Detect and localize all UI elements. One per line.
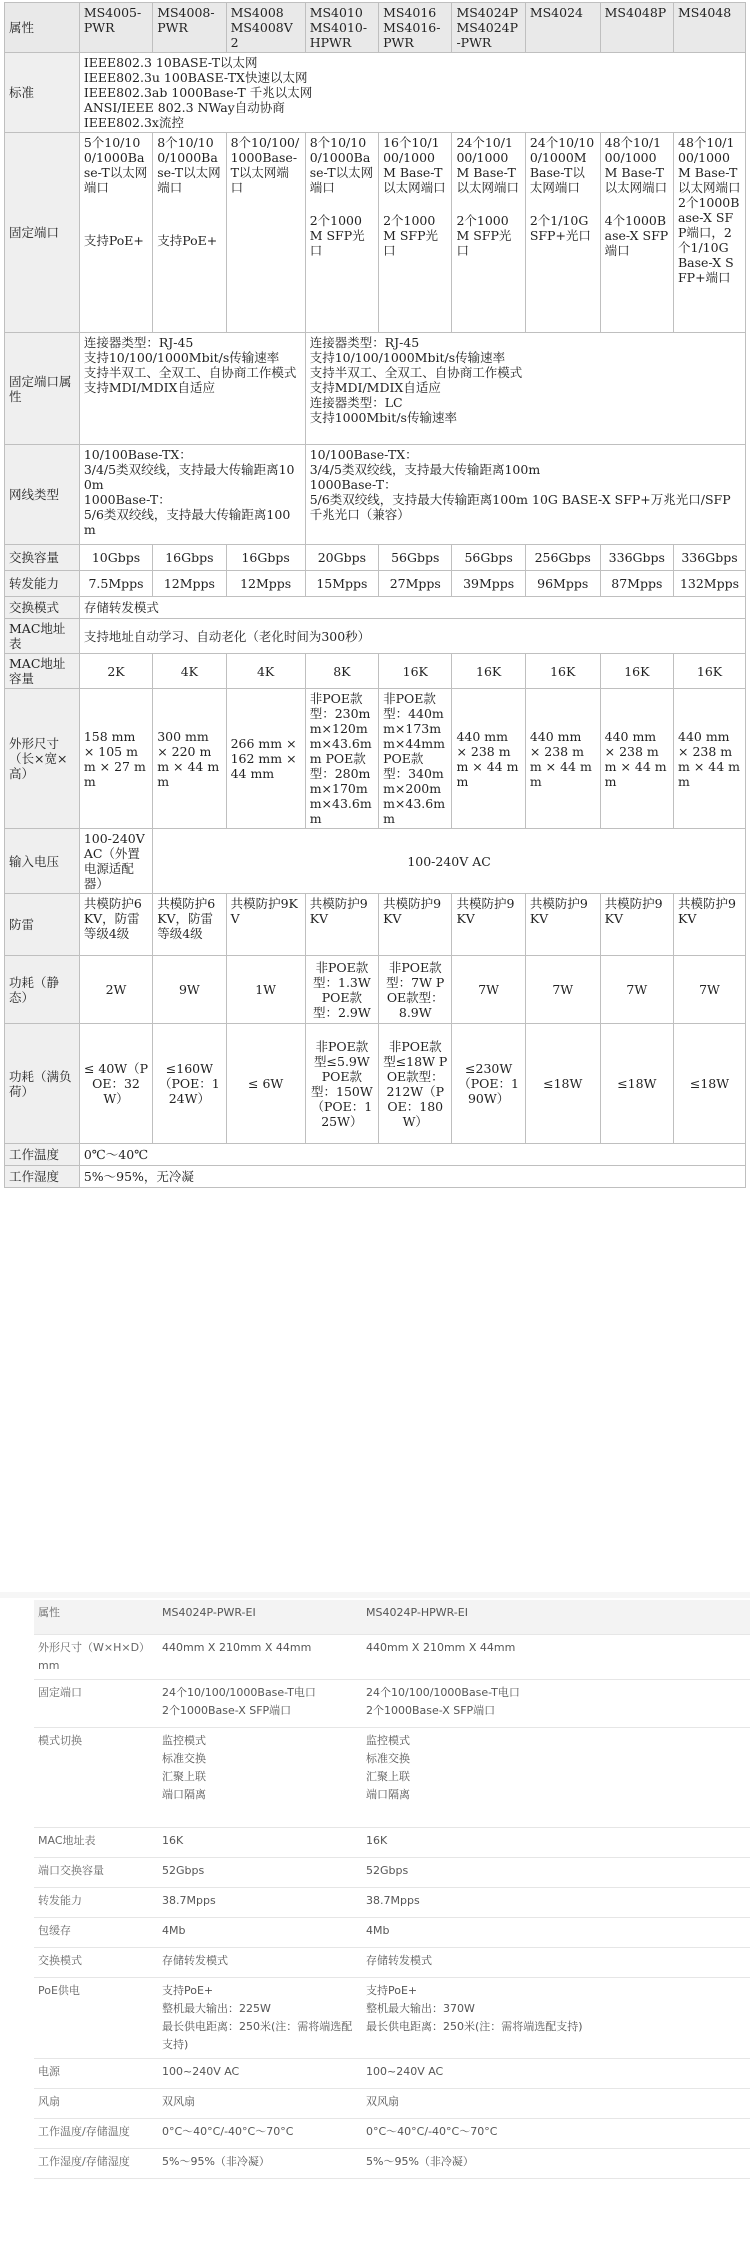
cell-line: 440mm X 210mm X 44mm [162,1640,312,1654]
power-full-cell: ≤230W（POE：190W） [452,1024,525,1144]
cell-line: 5%～95%（非冷凝） [162,2154,270,2168]
cell-line: 2个1000Base-X SFP端口 [162,1703,292,1717]
cell-line: 5%～95%（非冷凝） [366,2154,474,2168]
header-cell: MS4005-PWR [79,3,152,53]
ports-cell [226,133,305,333]
attr-line: 连接器类型：RJ-45 [309,335,420,350]
ei-value-pwr [158,1857,362,1887]
surge-cell: 共模防护6KV，防雷等级4级 [153,894,226,956]
capacity-cell: 256Gbps [525,545,600,571]
row-port-attr [5,333,746,445]
cell-line: 转发能力 [38,1893,82,1907]
voltage-cell: 100-240V AC [153,829,746,894]
ports-bottom: 4个1000Base-X SFP端口 [604,213,669,258]
cell-line: 模式切换 [38,1733,82,1747]
mac-cap-cell: 4K [226,654,305,689]
ports-top: 16个10/100/1000M Base-T以太网端口 [383,135,446,195]
cell-line: 端口隔离 [366,1787,410,1801]
forwarding-cell: 12Mpps [153,571,226,597]
row-label: 转发能力 [5,571,80,597]
power-idle-cell: 1W [226,956,305,1024]
row-label: 交换容量 [5,545,80,571]
ei-value-hpwr [362,2088,750,2118]
ports-bottom: 2个1000M SFP光口 [383,213,438,258]
cell-line: 监控模式 [162,1733,206,1747]
attr-line: 支持MDI/MDIX自适应 [309,380,441,395]
row-label: MAC地址表 [5,619,80,654]
voltage-cell: 100-240V AC（外置电源适配器） [79,829,152,894]
row-label: 标准 [5,53,80,133]
header-cell: 属性 [5,3,80,53]
attr-line: 支持10/100/1000Mbit/s传输速率 [83,350,280,365]
row-voltage [5,829,746,894]
standard-line: ANSI/IEEE 802.3 NWay自动协商 [83,100,285,115]
mac-cap-cell: 8K [305,654,378,689]
row-label: 输入电压 [5,829,80,894]
cell-line: 4Mb [162,1923,186,1937]
ei-value-hpwr [362,1947,750,1977]
dimension-cell: 440 mm × 238 mm × 44 mm [674,689,746,829]
ei-value-hpwr [362,1887,750,1917]
header-cell: MS4048P [600,3,673,53]
ei-value-hpwr [362,1727,750,1827]
row-forwarding [5,571,746,597]
cell-line: 100~240V AC [162,2064,240,2078]
ports-top: 5个10/100/1000Base-T以太网端口 [83,135,148,195]
cell-line: 固定端口 [38,1685,82,1699]
cable-left [79,445,305,545]
ports-top: 24个10/100/1000M Base-T以太网端口 [529,135,595,195]
row-label: MAC地址容量 [5,654,80,689]
attr-line: 支持半双工、全双工、自协商工作模式 [309,365,523,380]
power-full-cell: ≤18W [525,1024,600,1144]
row-label: 防雷 [5,894,80,956]
forwarding-cell: 7.5Mpps [79,571,152,597]
capacity-cell: 336Gbps [600,545,673,571]
cable-line: 1000Base-T： [83,492,171,507]
header-row [5,3,746,53]
row-cable [5,445,746,545]
forwarding-cell: 87Mpps [600,571,673,597]
ei-row-label [34,1857,158,1887]
mac-cap-cell: 16K [600,654,673,689]
surge-cell: 共模防护6KV，防雷等级4级 [79,894,152,956]
attr-line: 支持1000Mbit/s传输速率 [309,410,457,425]
header-cell-line: MS4008V2 [230,20,293,50]
header-cell [452,3,525,53]
capacity-cell: 10Gbps [79,545,152,571]
ei-value-pwr [158,1917,362,1947]
section-divider [0,1592,750,1598]
ports-cell [525,133,600,333]
header-cell-line: MS4010-HPWR [309,20,368,50]
header-cell: MS4024P-HPWR-EI [362,1600,750,1634]
cell-line: 2个1000Base-X SFP端口 [366,1703,496,1717]
cell-line: 16K [162,1833,184,1847]
ei-value-hpwr [362,1917,750,1947]
ports-bottom: 2个1/10G SFP+光口 [529,213,591,243]
ei-value-pwr [158,1679,362,1727]
ports-bottom: 支持PoE+ [157,233,218,248]
row-label: 工作温度 [5,1144,80,1166]
power-full-cell: ≤18W [600,1024,673,1144]
ei-row-label [34,2058,158,2088]
cell-line: 支持PoE+ [366,1983,418,1997]
header-cell-line: MS4024P-PWR [456,20,519,50]
attr-line: 连接器类型：RJ-45 [83,335,194,350]
cell-line: 包缓存 [38,1923,71,1937]
ports-bottom: 2个1000M SFP光口 [309,213,365,258]
cell-line: 440mm X 210mm X 44mm [366,1640,516,1654]
ei-value-pwr [158,1727,362,1827]
humidity-cell: 5%～95%，无冷凝 [79,1166,745,1188]
power-full-cell: ≤160W（POE：124W） [153,1024,226,1144]
ei-row-label [34,1727,158,1827]
ports-top: 48个10/100/1000M Base-T以太网端口 [604,135,668,195]
spec-table-main [4,2,746,1188]
forwarding-cell: 27Mpps [379,571,452,597]
cell-line: 存储转发模式 [162,1953,228,1967]
row-dimension [5,689,746,829]
ports-cell [674,133,746,333]
ports-cell [153,133,226,333]
temp-cell: 0℃～40℃ [79,1144,745,1166]
header-cell: 属性 [34,1600,158,1634]
header-cell-line: MS4024P [456,5,519,20]
cell-line: 双风扇 [162,2094,195,2108]
power-full-cell: ≤18W [674,1024,746,1144]
power-idle-cell: 7W [674,956,746,1024]
ei-row-label [34,1887,158,1917]
cell-line: 整机最大输出：225W [162,2001,271,2015]
dimension-cell: 158 mm × 105 mm × 27 mm [79,689,152,829]
ei-row [34,2118,750,2148]
cell-line: 工作湿度/存储湿度 [38,2154,130,2168]
mac-cap-cell: 16K [525,654,600,689]
surge-cell: 共模防护9KV [674,894,746,956]
row-temp [5,1144,746,1166]
attr-line: 连接器类型：LC [309,395,403,410]
power-full-cell: ≤ 6W [226,1024,305,1144]
ei-row-label [34,1634,158,1679]
cell-line: 4Mb [366,1923,390,1937]
ei-value-pwr [158,2088,362,2118]
capacity-cell: 56Gbps [452,545,525,571]
power-idle-cell: 7W [525,956,600,1024]
ei-row [34,1887,750,1917]
row-label: 工作湿度 [5,1166,80,1188]
surge-cell: 共模防护9KV [226,894,305,956]
ei-value-pwr [158,1977,362,2058]
capacity-cell: 16Gbps [153,545,226,571]
cable-line: 10/100Base-TX： [83,447,192,462]
dimension-cell: 266 mm × 162 mm × 44 mm [226,689,305,829]
ei-row [34,1977,750,2058]
row-power-idle [5,956,746,1024]
cell-line: 0°C～40°C/-40°C～70°C [366,2124,498,2138]
ports-cell [79,133,152,333]
spec-table-ei [34,1600,750,2179]
header-cell-line: MS4010 [309,5,363,20]
cell-line: 双风扇 [366,2094,399,2108]
mac-table-cell: 支持地址自动学习、自动老化（老化时间为300秒） [79,619,745,654]
ei-row [34,1857,750,1887]
ports-top: 48个10/100/1000M Base-T以太网端口 [678,135,741,195]
cell-line: 最长供电距离：250米(注：需将端选配支持) [366,2019,583,2033]
cell-line: 0°C～40°C/-40°C～70°C [162,2124,294,2138]
surge-cell: 共模防护9KV [600,894,673,956]
cell-line: 外形尺寸（W×H×D）mm [38,1640,151,1672]
forwarding-cell: 39Mpps [452,571,525,597]
ports-top: 8个10/100/1000Base-T以太网端口 [157,135,221,195]
ei-value-pwr [158,2148,362,2178]
cable-line: 5/6类双绞线，支持最大传输距离100m [83,507,291,537]
ei-row [34,1634,750,1679]
cable-right [305,445,745,545]
mac-cap-cell: 4K [153,654,226,689]
header-cell: MS4024 [525,3,600,53]
forwarding-cell: 12Mpps [226,571,305,597]
ei-row-label [34,2088,158,2118]
ports-cell [452,133,525,333]
power-idle-cell: 2W [79,956,152,1024]
standard-line: IEEE802.3x流控 [83,115,184,130]
ei-row [34,1727,750,1827]
power-idle-cell: 7W [452,956,525,1024]
cell-line: 38.7Mpps [162,1893,216,1907]
cell-line: PoE供电 [38,1983,80,1997]
dimension-cell: 300 mm × 220 mm × 44 mm [153,689,226,829]
standard-line: IEEE802.3 10BASE-T以太网 [83,55,258,70]
forwarding-cell: 132Mpps [674,571,746,597]
cell-line: 标准交换 [366,1751,410,1765]
ports-cell [305,133,378,333]
ei-value-pwr [158,1827,362,1857]
cell-line: 最长供电距离：250米(注：需将端选配支持) [162,2019,353,2051]
power-full-cell: ≤ 40W（POE：32W） [79,1024,152,1144]
cell-line: 汇聚上联 [366,1769,410,1783]
mac-cap-cell: 16K [452,654,525,689]
ei-row [34,2148,750,2178]
mac-cap-cell: 16K [379,654,452,689]
power-idle-cell: 7W [600,956,673,1024]
ei-value-hpwr [362,2148,750,2178]
ei-value-hpwr [362,1827,750,1857]
cell-line: 16K [366,1833,388,1847]
ei-value-pwr [158,2118,362,2148]
cell-line: 监控模式 [366,1733,410,1747]
header-cell: MS4048 [674,3,746,53]
ei-table-body [34,1634,750,2178]
row-switch-mode [5,597,746,619]
attr-line: 支持10/100/1000Mbit/s传输速率 [309,350,506,365]
cell-line: 电源 [38,2064,60,2078]
cell-line: 存储转发模式 [366,1953,432,1967]
cell-line: 52Gbps [366,1863,409,1877]
cell-line: 风扇 [38,2094,60,2108]
ei-row [34,1827,750,1857]
switch-mode-cell: 存储转发模式 [79,597,745,619]
ei-value-hpwr [362,1679,750,1727]
header-cell: MS4008-PWR [153,3,226,53]
dimension-cell: 440 mm × 238 mm × 44 mm [600,689,673,829]
row-capacity [5,545,746,571]
surge-cell: 共模防护9KV [305,894,378,956]
ports-bottom: 2个1000M SFP光口 [456,213,512,258]
dimension-cell: 非POE款型：230mm×120mm×43.6mm POE款型：280mm×170mm×43.6mm [305,689,378,829]
ei-row-label [34,2148,158,2178]
mac-cap-cell: 2K [79,654,152,689]
cell-line: 24个10/100/1000Base-T电口 [162,1685,316,1699]
power-full-cell: 非POE款型≤18W POE款型：212W（POE：180W） [379,1024,452,1144]
row-standard [5,53,746,133]
attr-line: 支持半双工、全双工、自协商工作模式 [83,365,297,380]
cell-line: 端口隔离 [162,1787,206,1801]
row-label: 固定端口属性 [5,333,80,445]
cell-line: 整机最大输出：370W [366,2001,475,2015]
cell-line: 支持PoE+ [162,1983,214,1997]
cell-line: 交换模式 [38,1953,82,1967]
power-idle-cell: 非POE款型：7W POE款型：8.9W [379,956,452,1024]
port-attr-right [305,333,745,445]
row-humidity [5,1166,746,1188]
mac-cap-cell: 16K [674,654,746,689]
ei-row [34,1947,750,1977]
power-idle-cell: 非POE款型：1.3W POE款型：2.9W [305,956,378,1024]
power-idle-cell: 9W [153,956,226,1024]
row-mac-capacity [5,654,746,689]
row-label: 功耗（静态） [5,956,80,1024]
cable-line: 5/6类双绞线，支持最大传输距离100m 10G BASE-X SFP+万兆光口/SFP千兆光口（兼容） [309,492,731,522]
ports-cell [600,133,673,333]
ei-value-hpwr [362,1857,750,1887]
cable-line: 3/4/5类双绞线，支持最大传输距离100m [309,462,541,477]
capacity-cell: 56Gbps [379,545,452,571]
capacity-cell: 336Gbps [674,545,746,571]
ports-cell [379,133,452,333]
ports-bottom: 2个1000Base-X SFP端口，2个1/10G Base-X SFP+端口 [678,195,740,285]
cell-line: 端口交换容量 [38,1863,104,1877]
ei-row [34,2058,750,2088]
ei-value-hpwr [362,1634,750,1679]
ei-value-hpwr [362,2118,750,2148]
ei-value-hpwr [362,1977,750,2058]
cell-line: 38.7Mpps [366,1893,420,1907]
port-attr-left [79,333,305,445]
cable-line: 10/100Base-TX： [309,447,418,462]
ports-top: 8个10/100/1000Base-T以太网端口 [309,135,374,195]
cell-line: 工作温度/存储温度 [38,2124,130,2138]
cable-line: 1000Base-T： [309,477,397,492]
ei-value-pwr [158,2058,362,2088]
row-label: 功耗（满负荷） [5,1024,80,1144]
cell-line: MAC地址表 [38,1833,96,1847]
ei-row-label [34,1827,158,1857]
dimension-cell: 440 mm × 238 mm × 44 mm [525,689,600,829]
row-label: 外形尺寸（长×宽×高） [5,689,80,829]
ports-bottom: 支持PoE+ [83,233,144,248]
header-cell [226,3,305,53]
cell-line: 汇聚上联 [162,1769,206,1783]
ei-row-label [34,1679,158,1727]
attr-line: 支持MDI/MDIX自适应 [83,380,215,395]
header-cell [379,3,452,53]
standard-line: IEEE802.3ab 1000Base-T 千兆以太网 [83,85,313,100]
capacity-cell: 20Gbps [305,545,378,571]
surge-cell: 共模防护9KV [525,894,600,956]
row-ports [5,133,746,333]
forwarding-cell: 96Mpps [525,571,600,597]
ei-row-label [34,1947,158,1977]
cell-line: 标准交换 [162,1751,206,1765]
ei-value-hpwr [362,2058,750,2088]
surge-cell: 共模防护9KV [452,894,525,956]
row-label: 交换模式 [5,597,80,619]
standard-line: IEEE802.3u 100BASE-TX快速以太网 [83,70,308,85]
row-power-full [5,1024,746,1144]
header-cell-line: MS4016 [383,5,437,20]
ei-row [34,1679,750,1727]
standard-cell [79,53,745,133]
capacity-cell: 16Gbps [226,545,305,571]
surge-cell: 共模防护9KV [379,894,452,956]
header-cell-line: MS4008 [230,5,284,20]
cell-line: 52Gbps [162,1863,205,1877]
cell-line: 100~240V AC [366,2064,444,2078]
header-cell [305,3,378,53]
row-mac-table [5,619,746,654]
forwarding-cell: 15Mpps [305,571,378,597]
ei-row-label [34,2118,158,2148]
ei-row-label [34,1977,158,2058]
ei-row-label [34,1917,158,1947]
power-full-cell: 非POE款型≤5.9W POE款型：150W（POE：125W） [305,1024,378,1144]
ei-row [34,2088,750,2118]
ei-value-pwr [158,1947,362,1977]
row-label: 网线类型 [5,445,80,545]
ei-value-pwr [158,1887,362,1917]
row-label: 固定端口 [5,133,80,333]
header-cell: MS4024P-PWR-EI [158,1600,362,1634]
cell-line: 24个10/100/1000Base-T电口 [366,1685,520,1699]
ei-row [34,1917,750,1947]
dimension-cell: 440 mm × 238 mm × 44 mm [452,689,525,829]
ei-value-pwr [158,1634,362,1679]
header-row [34,1600,750,1634]
header-cell-line: MS4016-PWR [383,20,441,50]
cable-line: 3/4/5类双绞线，支持最大传输距离100m [83,462,295,492]
ports-top: 24个10/100/1000M Base-T以太网端口 [456,135,519,195]
dimension-cell: 非POE款型：440mm×173mm×44mm POE款型：340mm×200mm×43.6mm [379,689,452,829]
row-surge [5,894,746,956]
ports-top: 8个10/100/1000Base-T以太网端口 [230,135,300,195]
